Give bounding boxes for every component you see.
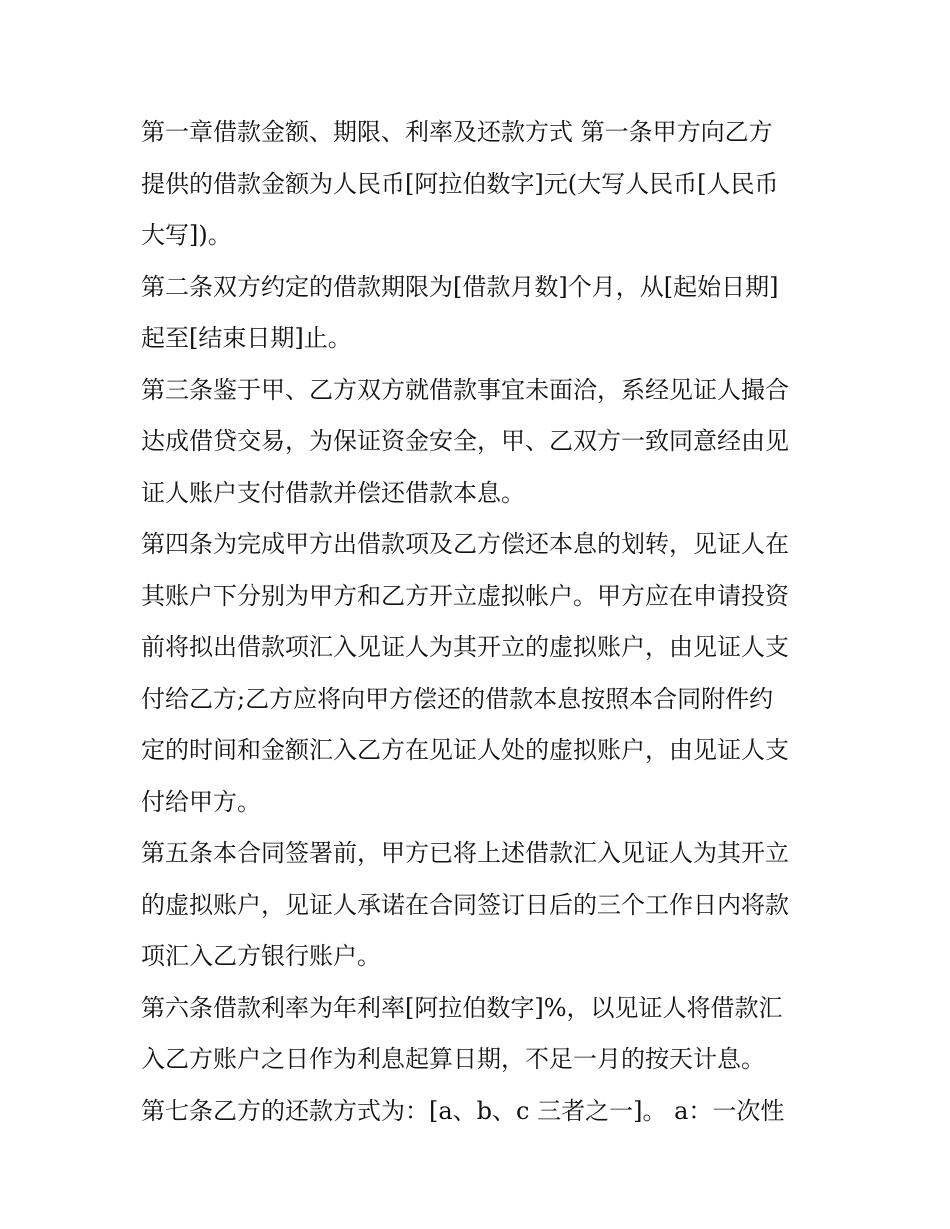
text-line: 第一章借款金额、期限、利率及还款方式 第一条甲方向乙方 (141, 118, 773, 146)
paragraph-article-4 (141, 519, 813, 828)
text-line: 第七条乙方的还款方式为：[a、b、c 三者之一]。 a：一次性 (141, 1096, 785, 1125)
paragraph-article-2 (141, 262, 813, 365)
text-line: 第六条借款利率为年利率[阿拉伯数字]%，以见证人将借款汇 (141, 993, 783, 1022)
text-line: 入乙方账户之日作为利息起算日期，不足一月的按天计息。 (141, 1045, 765, 1073)
document-body (141, 107, 813, 1137)
paragraph-article-6 (141, 983, 813, 1086)
text-line: 项汇入乙方银行账户。 (141, 942, 381, 970)
text-line: 其账户下分别为甲方和乙方开立虚拟帐户。甲方应在申请投资 (141, 581, 789, 610)
text-line: 前将拟出借款项汇入见证人为其开立的虚拟账户，由见证人支 (141, 633, 789, 661)
text-line: 第四条为完成甲方出借款项及乙方偿还本息的划转，见证人在 (141, 530, 789, 558)
text-line: 证人账户支付借款并偿还借款本息。 (141, 478, 525, 507)
text-line: 付给甲方。 (141, 787, 261, 816)
text-line: 大写])。 (141, 221, 232, 249)
paragraph-chapter-1-article-1 (141, 107, 813, 262)
text-line: 提供的借款金额为人民币[阿拉伯数字]元(大写人民币[人民币 (141, 169, 779, 198)
text-line: 第三条鉴于甲、乙方双方就借款事宜未面洽，系经见证人撮合 (141, 375, 789, 404)
text-line: 定的时间和金额汇入乙方在见证人处的虚拟账户，由见证人支 (141, 736, 789, 764)
text-line: 付给乙方;乙方应将向甲方偿还的借款本息按照本合同附件约 (141, 684, 774, 713)
paragraph-article-3 (141, 365, 813, 520)
paragraph-article-5 (141, 828, 813, 983)
text-line: 的虚拟账户，见证人承诺在合同签订日后的三个工作日内将款 (141, 890, 789, 919)
text-line: 起至[结束日期]止。 (141, 324, 352, 352)
text-line: 第二条双方约定的借款期限为[借款月数]个月，从[起始日期] (141, 272, 779, 301)
text-line: 达成借贷交易，为保证资金安全，甲、乙双方一致同意经由见 (141, 427, 789, 455)
text-line: 第五条本合同签署前，甲方已将上述借款汇入见证人为其开立 (141, 839, 789, 867)
paragraph-article-7 (141, 1086, 813, 1138)
